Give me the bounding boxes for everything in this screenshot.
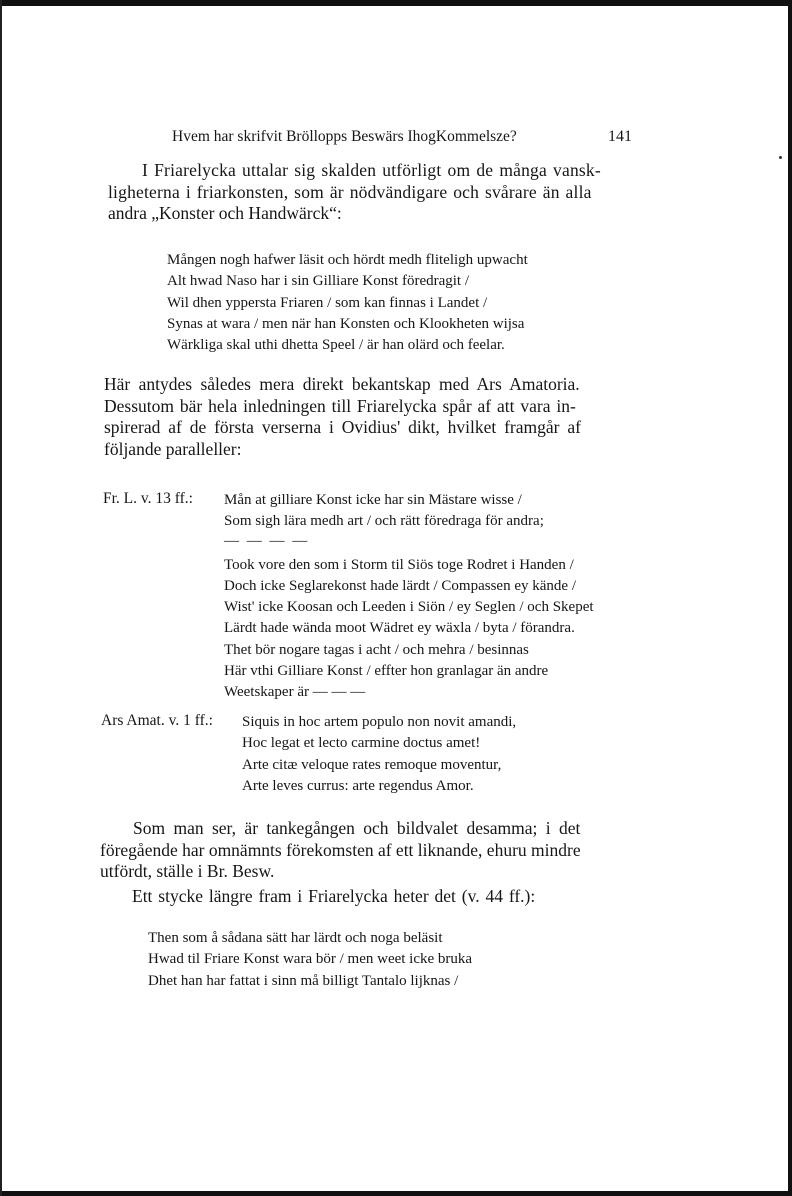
verse-line: Wist' icke Koosan och Leeden i Siön / ey Seglen / och Skepet bbox=[224, 599, 594, 616]
verse-line: Alt hwad Naso har i sin Gilliare Konst föredragit / bbox=[167, 273, 470, 290]
text-line: I Friarelycka uttalar sig skalden utförligt om de många vansk- bbox=[142, 160, 601, 180]
verse-line: Thet bör nogare tagas i acht / och mehra / besinnas bbox=[224, 641, 529, 658]
parallel-ref-friarelycka: Fr. L. v. 13 ff.: bbox=[103, 490, 193, 507]
text-line: Som man ser, är tankegången och bildvalet desamma; i det bbox=[133, 818, 581, 838]
verse-line: Arte leves currus: arte regendus Amor. bbox=[242, 777, 474, 794]
paragraph-2 bbox=[104, 374, 632, 460]
verse-line: Wil dhen yppersta Friaren / som kan finnas i Landet / bbox=[167, 294, 488, 311]
text-line: andra „Konster och Handwärck“: bbox=[108, 203, 342, 223]
verse-line: Arte citæ veloque rates remoque moventur, bbox=[242, 756, 502, 773]
text-line: utfördt, ställe i Br. Besw. bbox=[100, 861, 275, 881]
parallel-verse-ars-amatoria bbox=[242, 712, 516, 797]
scan-edge-bottom bbox=[0, 1191, 792, 1196]
verse-line: Synas at wara / men när han Konsten och Klookheten wijsa bbox=[167, 315, 525, 332]
page-number: 141 bbox=[608, 128, 632, 145]
verse-line: Siquis in hoc artem populo non novit amandi, bbox=[242, 714, 517, 730]
scan-speck bbox=[779, 156, 782, 159]
verse-line: Mån at gilliare Konst icke har sin Mästare wisse / bbox=[224, 492, 522, 508]
verse-line: Lärdt hade wända moot Wädret ey wäxla / byta / förandra. bbox=[224, 620, 575, 637]
verse-line: Mången nogh hafwer läsit och hördt medh fliteligh upwacht bbox=[167, 252, 528, 268]
paragraph-4 bbox=[132, 886, 602, 908]
text-line: föregående har omnämnts förekomsten af ett liknande, ehuru mindre bbox=[100, 839, 581, 860]
verse-line: Som sigh lära medh art / och rätt föredraga för andra; bbox=[224, 513, 544, 530]
verse-line: Hwad til Friare Konst wara bör / men weet icke bruka bbox=[148, 951, 473, 968]
parallel-ref-ars-amatoria: Ars Amat. v. 1 ff.: bbox=[101, 712, 213, 729]
scan-edge-left bbox=[0, 0, 2, 1196]
paragraph-3 bbox=[100, 818, 628, 883]
running-title: Hvem har skrifvit Bröllopps Beswärs IhogKommelsze? bbox=[172, 128, 517, 145]
text-line: ligheterna i friarkonsten, som är nödvändigare och svårare än alla bbox=[108, 181, 592, 202]
text-line: Här antydes således mera direkt bekantskap med Ars Amatoria. bbox=[104, 374, 580, 394]
scan-edge-right bbox=[788, 0, 792, 1196]
verse-line: Här vthi Gilliare Konst / effter hon granlagar än andre bbox=[224, 663, 549, 680]
verse-line: Took vore den som i Storm til Siös toge Rodret i Handen / bbox=[224, 556, 574, 573]
parallel-verse-friarelycka bbox=[224, 490, 594, 704]
text-line: Ett stycke längre fram i Friarelycka heter det (v. 44 ff.): bbox=[132, 886, 536, 906]
verse-quote-1 bbox=[167, 250, 528, 356]
text-line: följande paralleller: bbox=[104, 438, 242, 459]
verse-line: Weetskaper är — — — bbox=[224, 684, 366, 701]
verse-line: Wärkliga skal uthi dhetta Speel / är han olärd och feelar. bbox=[167, 337, 505, 354]
omission-dashes: — — — — bbox=[224, 532, 310, 549]
verse-line: Doch icke Seglarekonst hade lärdt / Compassen ey kände / bbox=[224, 577, 576, 594]
scan-edge-top bbox=[0, 0, 792, 6]
verse-quote-2 bbox=[148, 928, 472, 992]
verse-line: Then som å sådana sätt har lärdt och noga beläsit bbox=[148, 930, 443, 946]
text-line: Dessutom bär hela inledningen till Friarelycka spår af att vara in- bbox=[104, 395, 576, 416]
verse-line: Hoc legat et lecto carmine doctus amet! bbox=[242, 735, 481, 752]
paragraph-1 bbox=[108, 160, 632, 225]
verse-line: Dhet han har fattat i sinn må billigt Tantalo lijknas / bbox=[148, 972, 459, 989]
text-line: spirerad af de första verserna i Ovidius' dikt, hvilket framgår af bbox=[104, 417, 581, 437]
